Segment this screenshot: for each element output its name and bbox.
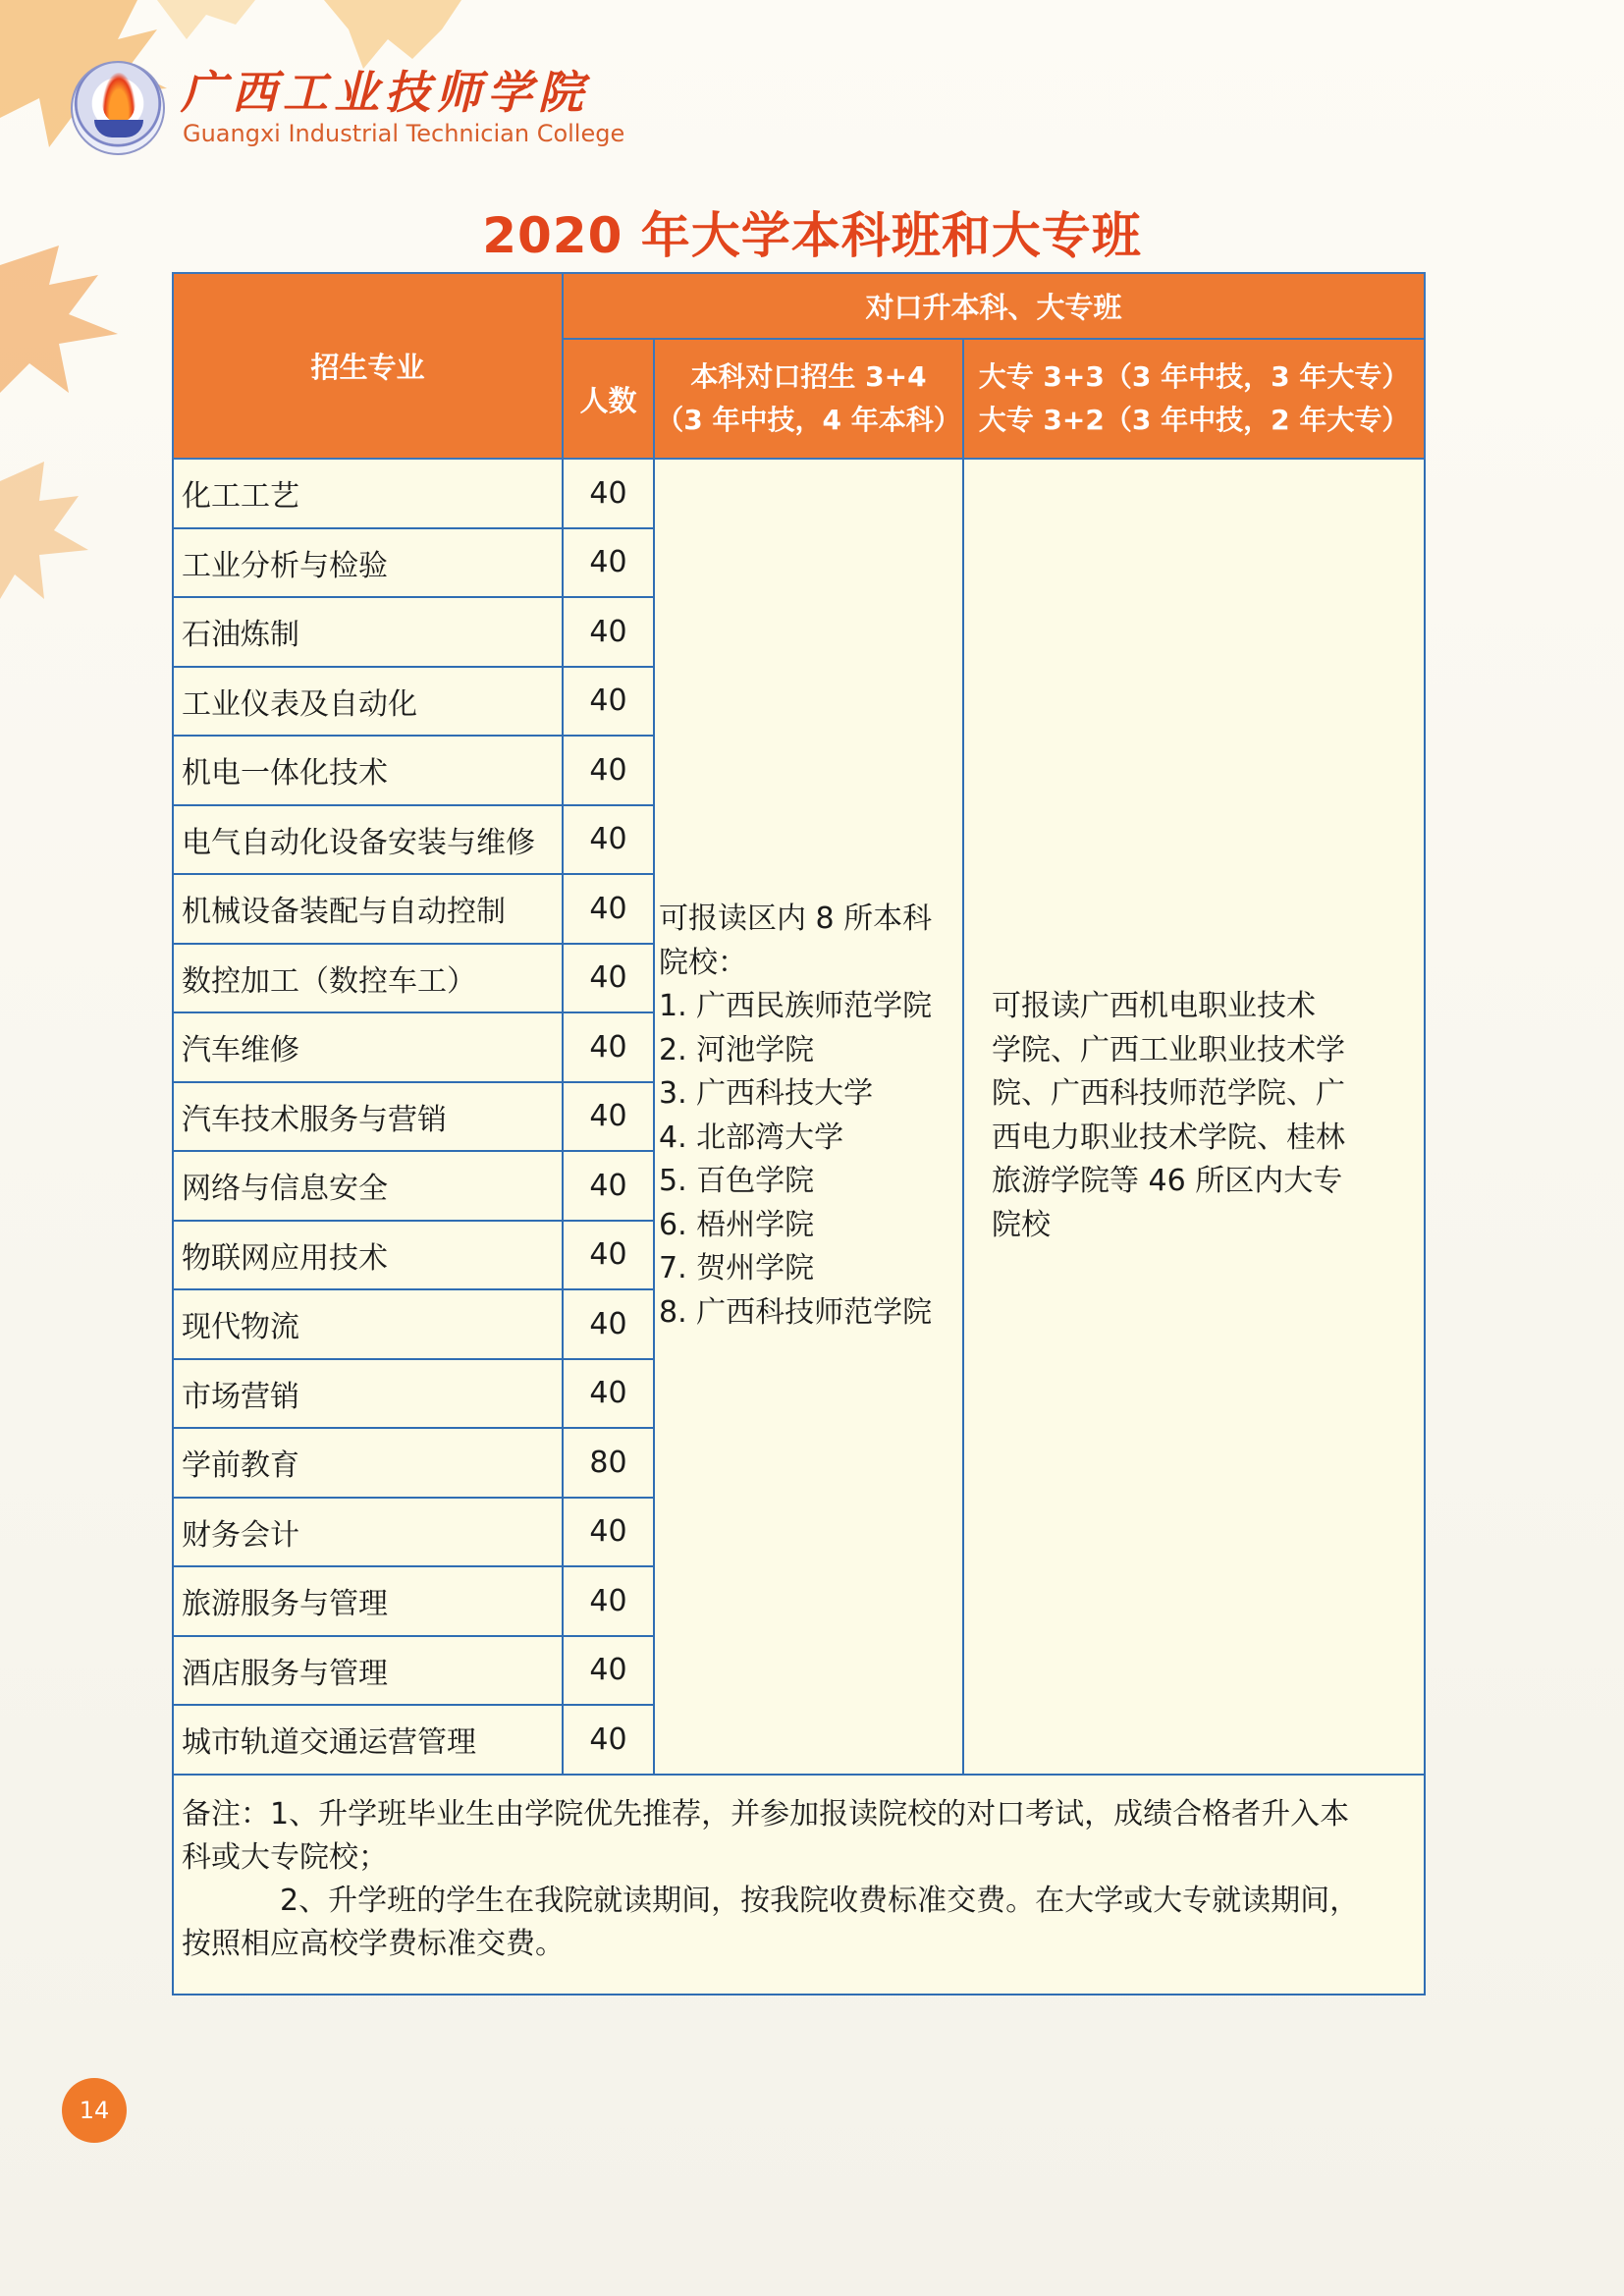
count-cell: 40 xyxy=(563,1705,654,1775)
bachelor-info-line: 可报读区内 8 所本科 xyxy=(659,902,933,937)
major-cell: 电气自动化设备安装与维修 xyxy=(173,805,563,875)
count-cell: 40 xyxy=(563,597,654,667)
major-cell: 汽车技术服务与营销 xyxy=(173,1082,563,1152)
college-info-line: 可报读广西机电职业技术 xyxy=(992,989,1316,1024)
college-info-line: 院校 xyxy=(992,1207,1051,1242)
notes-cell xyxy=(173,1775,1425,1995)
notes-row xyxy=(173,1775,1425,1995)
major-cell: 机电一体化技术 xyxy=(173,736,563,805)
major-cell: 市场营销 xyxy=(173,1359,563,1429)
page-number: 14 xyxy=(62,2078,127,2143)
bachelor-info-line: 院校： xyxy=(659,945,747,980)
bachelor-info-line: 3. 广西科技大学 xyxy=(659,1076,874,1112)
college-info-cell xyxy=(963,459,1425,1775)
bachelor-info-line: 1. 广西民族师范学院 xyxy=(659,989,933,1024)
header-college-line: 大专 3+2（3 年中技，2 年大专） xyxy=(978,404,1410,436)
count-cell: 80 xyxy=(563,1428,654,1498)
college-info-line: 西电力职业技术学院、桂林 xyxy=(992,1120,1345,1155)
major-cell: 城市轨道交通运营管理 xyxy=(173,1705,563,1775)
header-major: 招生专业 xyxy=(173,273,563,459)
logo-base-icon xyxy=(94,120,143,137)
count-cell: 40 xyxy=(563,1221,654,1290)
count-cell: 40 xyxy=(563,1151,654,1221)
school-logo xyxy=(71,61,165,155)
major-cell: 石油炼制 xyxy=(173,597,563,667)
count-cell: 40 xyxy=(563,1289,654,1359)
bachelor-info-line: 4. 北部湾大学 xyxy=(659,1120,844,1155)
count-cell: 40 xyxy=(563,944,654,1013)
major-cell: 学前教育 xyxy=(173,1428,563,1498)
count-cell: 40 xyxy=(563,459,654,528)
major-cell: 网络与信息安全 xyxy=(173,1151,563,1221)
count-cell: 40 xyxy=(563,1566,654,1636)
count-cell: 40 xyxy=(563,805,654,875)
logo-flame-icon xyxy=(102,73,135,122)
enrollment-table xyxy=(172,272,1426,1995)
count-cell: 40 xyxy=(563,1498,654,1567)
count-cell: 40 xyxy=(563,1636,654,1706)
header-bachelor-line: 本科对口招生 3+4 xyxy=(690,360,927,393)
count-cell: 40 xyxy=(563,528,654,598)
college-info-line: 院、广西科技师范学院、广 xyxy=(992,1076,1345,1112)
header-bachelor xyxy=(654,339,963,459)
header-count: 人数 xyxy=(563,339,654,459)
count-cell: 40 xyxy=(563,874,654,944)
major-cell: 工业分析与检验 xyxy=(173,528,563,598)
note-line: 2、升学班的学生在我院就读期间，按我院收费标准交费。在大学或大专就读期间， xyxy=(280,1883,1360,1918)
major-cell: 机械设备装配与自动控制 xyxy=(173,874,563,944)
major-cell: 数控加工（数控车工） xyxy=(173,944,563,1013)
maple-leaf-decoration-left xyxy=(0,226,137,737)
header-college-line: 大专 3+3（3 年中技，3 年大专） xyxy=(978,360,1410,393)
table-row xyxy=(173,459,1425,528)
college-info-line: 学院、广西工业职业技术学 xyxy=(992,1032,1345,1067)
bachelor-info-line: 8. 广西科技师范学院 xyxy=(659,1294,933,1330)
note-line: 按照相应高校学费标准交费。 xyxy=(182,1926,565,1961)
header-bachelor-line: （3 年中技，4 年本科） xyxy=(656,404,961,436)
count-cell: 40 xyxy=(563,1359,654,1429)
note-line: 备注：1、升学班毕业生由学院优先推荐，并参加报读院校的对口考试，成绩合格者升入本 xyxy=(182,1796,1350,1831)
school-name-en: Guangxi Industrial Technician College xyxy=(183,120,625,147)
major-cell: 汽车维修 xyxy=(173,1012,563,1082)
major-cell: 财务会计 xyxy=(173,1498,563,1567)
count-cell: 40 xyxy=(563,736,654,805)
count-cell: 40 xyxy=(563,1082,654,1152)
bachelor-info-line: 7. 贺州学院 xyxy=(659,1251,815,1286)
major-cell: 物联网应用技术 xyxy=(173,1221,563,1290)
header-college xyxy=(963,339,1425,459)
note-line: 科或大专院校； xyxy=(182,1839,388,1875)
college-info-line: 旅游学院等 46 所区内大专 xyxy=(992,1164,1343,1199)
major-cell: 工业仪表及自动化 xyxy=(173,667,563,737)
header-group: 对口升本科、大专班 xyxy=(563,273,1425,339)
major-cell: 酒店服务与管理 xyxy=(173,1636,563,1706)
major-cell: 现代物流 xyxy=(173,1289,563,1359)
count-cell: 40 xyxy=(563,1012,654,1082)
page-title: 2020 年大学本科班和大专班 xyxy=(482,207,1142,264)
bachelor-info-line: 2. 河池学院 xyxy=(659,1032,815,1067)
school-name-cn: 广西工业技师学院 xyxy=(181,66,589,119)
major-cell: 旅游服务与管理 xyxy=(173,1566,563,1636)
count-cell: 40 xyxy=(563,667,654,737)
bachelor-info-cell xyxy=(654,459,963,1775)
major-cell: 化工工艺 xyxy=(173,459,563,528)
bachelor-info-line: 6. 梧州学院 xyxy=(659,1207,815,1242)
bachelor-info-line: 5. 百色学院 xyxy=(659,1164,815,1199)
